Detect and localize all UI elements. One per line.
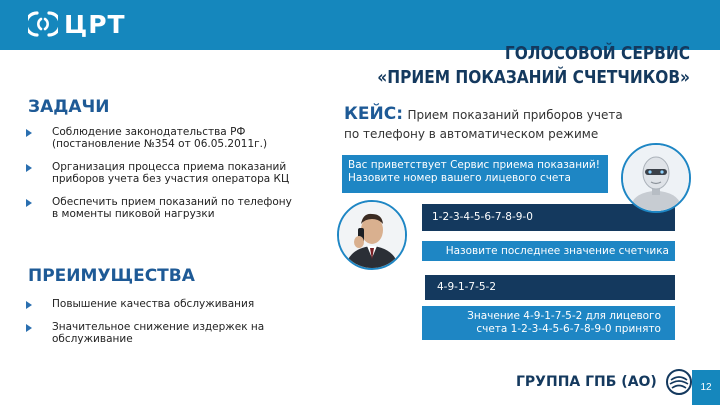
advantage-text: Повышение качества обслуживания: [52, 298, 255, 310]
group-name: ГРУППА ГПБ (АО): [516, 374, 657, 390]
advantage-text: Значительное снижение издержек на: [52, 321, 265, 333]
message-text: Вас приветствует Сервис приема показаний!: [348, 159, 600, 171]
task-text: Обеспечить прием показаний по телефону: [52, 196, 292, 208]
case-text-line2: по телефону в автоматическом режиме: [344, 127, 599, 141]
group-logo: [516, 368, 693, 396]
message-text: Значение 4-9-1-7-5-2 для лицевого: [467, 310, 661, 322]
list-item: [26, 161, 316, 185]
slide-title-line2: «ПРИЕМ ПОКАЗАНИЙ СЧЕТЧИКОВ»: [377, 67, 690, 88]
tasks-list: [26, 126, 316, 231]
crt-logo-icon: [28, 9, 58, 39]
message-text: счета 1-2-3-4-5-6-7-8-9-0 принято: [476, 323, 661, 335]
logo-text: ЦРТ: [64, 9, 126, 39]
case-heading: [344, 104, 674, 124]
system-message-confirm: [422, 306, 675, 340]
caller-avatar: [337, 200, 407, 270]
user-message-account: 1-2-3-4-5-6-7-8-9-0: [422, 204, 675, 231]
task-text: (постановление №354 от 06.05.2011г.): [52, 138, 268, 150]
robot-avatar: [621, 143, 691, 213]
bullet-arrow-icon: [26, 301, 32, 309]
robot-icon: [623, 145, 689, 211]
advantages-heading: ПРЕИМУЩЕСТВА: [28, 266, 195, 286]
globe-logo-icon: [665, 368, 693, 396]
slide-title-line1: ГОЛОСОВОЙ СЕРВИС: [504, 43, 690, 64]
system-message-greeting: [342, 155, 608, 193]
list-item: [26, 126, 316, 150]
system-message-ask-value: Назовите последнее значение счетчика: [422, 241, 675, 261]
message-text: Назовите номер вашего лицевого счета: [348, 172, 571, 184]
case-keyword: КЕЙС:: [344, 104, 404, 124]
company-logo: [28, 9, 126, 39]
bullet-arrow-icon: [26, 129, 32, 137]
list-item: [26, 321, 316, 345]
task-text: приборов учета без участия оператора КЦ: [52, 173, 290, 185]
person-on-phone-icon: [339, 202, 405, 268]
user-message-value: 4-9-1-7-5-2: [425, 275, 675, 300]
bullet-arrow-icon: [26, 199, 32, 207]
task-text: Соблюдение законодательства РФ: [52, 126, 246, 138]
task-text: в моменты пиковой нагрузки: [52, 208, 215, 220]
bullet-arrow-icon: [26, 324, 32, 332]
list-item: [26, 196, 316, 220]
tasks-heading: ЗАДАЧИ: [28, 97, 110, 117]
task-text: Организация процесса приема показаний: [52, 161, 287, 173]
bullet-arrow-icon: [26, 164, 32, 172]
advantage-text: обслуживание: [52, 333, 133, 345]
advantages-list: [26, 298, 316, 356]
slide-title: [291, 42, 690, 90]
list-item: [26, 298, 316, 310]
page-number: 12: [692, 370, 720, 405]
case-text: Прием показаний приборов учета: [407, 108, 623, 122]
